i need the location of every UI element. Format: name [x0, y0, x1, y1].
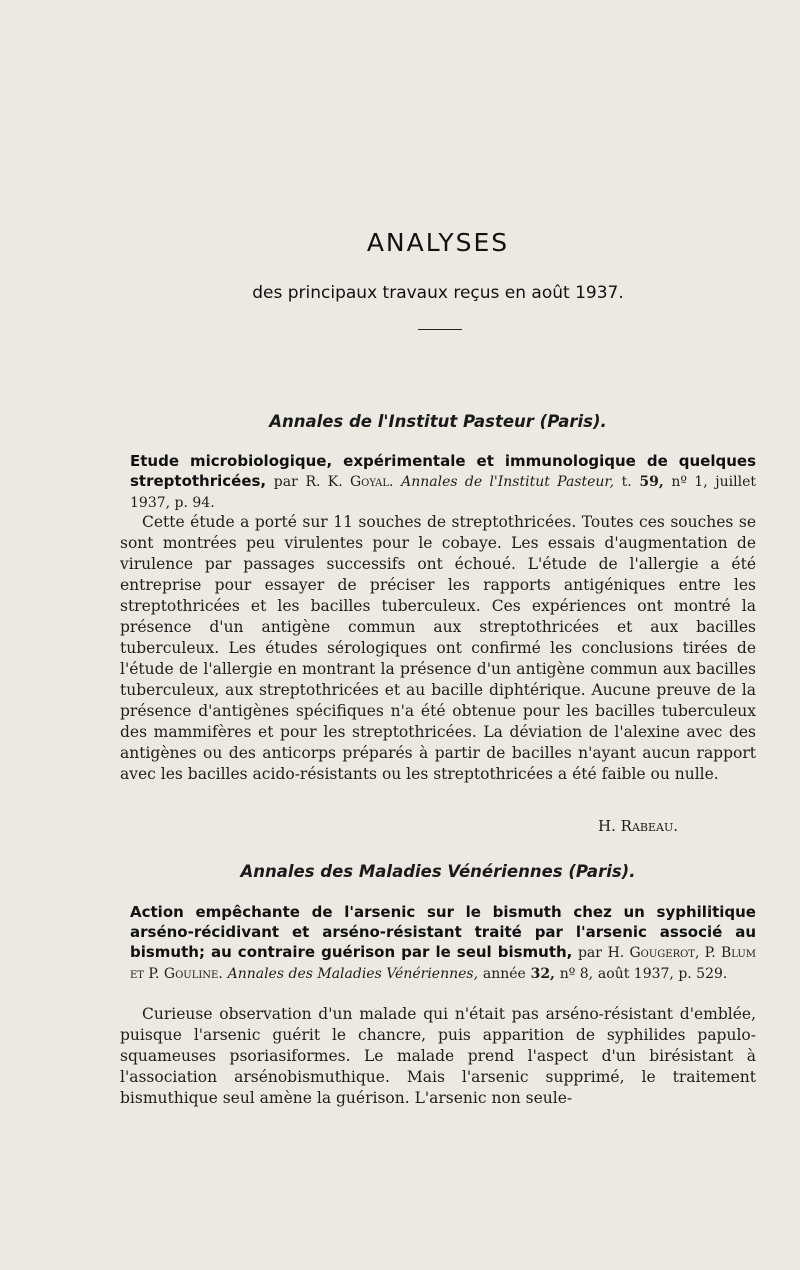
entry-issue-2: nº 8, — [559, 966, 594, 982]
journal-heading-maladies-veneriennes: Annales des Maladies Vénériennes (Paris). — [240, 862, 636, 881]
entry-journal-ref-1: Annales de l'Institut Pasteur, — [401, 474, 615, 490]
entry-header-1 — [130, 451, 756, 513]
page-subtitle: des principaux travaux reçus en août 1937. — [252, 283, 624, 303]
title-divider — [418, 329, 462, 330]
entry-header-2 — [130, 902, 756, 984]
entry-volume-prefix-2: année — [482, 966, 526, 982]
entry-journal-ref-2: Annales des Maladies Vénériennes, — [227, 966, 479, 982]
page-title: ANALYSES — [366, 228, 510, 257]
entry-title-1: Etude microbiologique, expérimentale et immunologique de quelques streptothricées, — [130, 452, 756, 490]
entry-by-2: par — [577, 945, 602, 961]
entry-title-2: Action empêchante de l'arsenic sur le bismuth chez un syphilitique arséno-récidivant et arséno-résistant traité par l'arsenic associé au bismuth; au contraire guérison par le seul bismuth, — [130, 903, 756, 961]
entry-authors-2: H. Gougerot, P. Blum et P. Gouline. — [130, 945, 756, 982]
entry-body-1: Cette étude a porté sur 11 souches de streptothricées. Toutes ces souches se sont montrées peu virulentes pour le cobaye. Les essais d'augmentation de virulence par passages successifs ont échoué. L'étude de l'allergie a été entreprise pour essayer de préciser les rapports antigéniques entre les streptothricées et les bacilles tuberculeux. Ces expériences ont montré la présence d'un antigène commun aux streptothricées et aux bacilles tuberculeux. Les études sérologiques ont confirmé les conclusions tirées de l'étude de l'allergie en montrant la présence d'un antigène commun aux bacilles tuberculeux, aux streptothricées et au bacille diphtérique. Aucune preuve de la présence d'antigènes spécifiques n'a été obtenue pour les bacilles tuberculeux des mammifères et pour les streptothricées. La déviation de l'alexine avec des antigènes ou des anticorps préparés à partir de bacilles n'ayant aucun rapport avec les bacilles acido-résistants ou les streptothricées a été faible ou nulle. — [120, 513, 756, 783]
entry-author-1: R. K. Goyal. — [305, 474, 394, 490]
entry-date-page-1: juillet 1937, p. 94. — [130, 474, 756, 511]
journal-heading-institut-pasteur: Annales de l'Institut Pasteur (Paris). — [269, 412, 607, 431]
entry-date-page-2: août 1937, p. 529. — [597, 966, 728, 982]
entry-by-1: par — [273, 474, 298, 490]
entry-volume-2: 32, — [530, 966, 555, 982]
signature-1-text: H. Rabeau. — [598, 817, 678, 835]
entry-volume-1: 59, — [639, 474, 664, 490]
signature-1 — [120, 817, 678, 835]
entry-volume-prefix-1: t. — [621, 474, 632, 490]
entry-body-2: Curieuse observation d'un malade qui n'était pas arséno-résistant d'emblée, puisque l'arsenic guérit le chancre, puis apparition de syphilides papulo-squameuses psoriasiformes. Le malade prend l'aspect d'un birésistant à l'association arsénobismuthique. Mais l'arsenic supprimé, le traitement bismuthique seul amène la guérison. L'arsenic non seule- — [120, 1005, 756, 1107]
entry-issue-1: nº 1, — [671, 474, 708, 490]
